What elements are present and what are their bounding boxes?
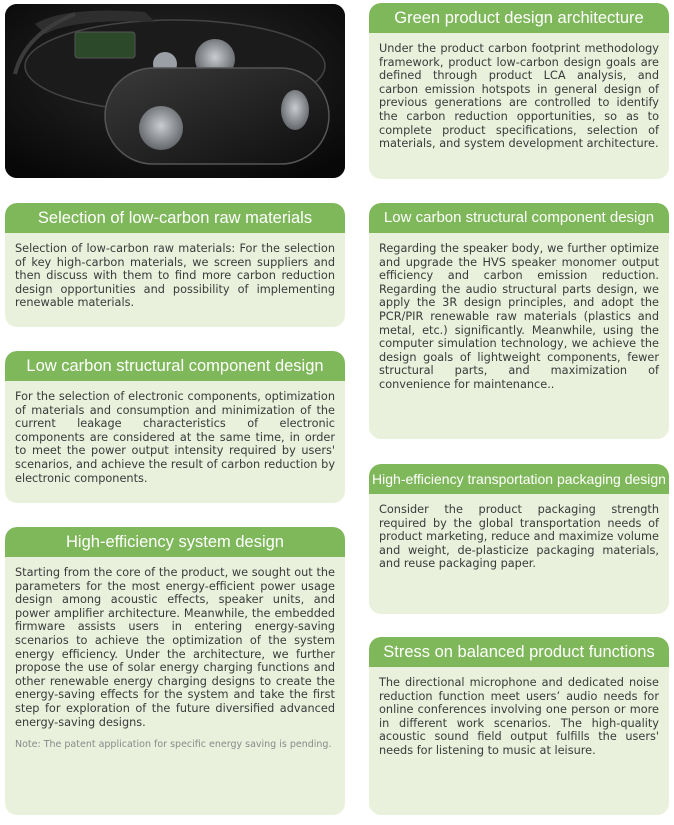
card-body: Consider the product packaging strength required by the global transportation needs of product marketing, reduce and maximize volume and weight, de-plasticize packaging materials, and reuse packaging paper. (379, 503, 659, 571)
card-body: For the selection of electronic components, optimization of materials and consumption and minimization of the current leakage characteristics of electronic components are considered at the same time, in order to meet the power output intensity required by users' scenarios, and achieve the result of carbon reduction by electronic components. (15, 390, 335, 485)
card-title: High-efficiency transportation packaging design (369, 464, 669, 494)
card-raw-materials (5, 203, 345, 327)
card-body: The directional microphone and dedicated noise reduction function meet users’ audio needs for online conferences involving one person or more in different work scenarios. The high-quality acoustic sound field output fulfills the users' needs for listening to music at leisure. (379, 676, 659, 757)
card-title: Low carbon structural component design (5, 351, 345, 381)
card-title: Green product design architecture (369, 3, 669, 33)
product-photo (5, 4, 345, 178)
card-body: Starting from the core of the product, we sought out the parameters for the most energy-efficient power usage design among acoustic effects, speaker units, and power amplifier architecture. Meanwhile, the embedded firmware assists users in entering energy-saving scenarios to achieve the optimization of the system energy efficiency. Under the architecture, we further propose the use of solar energy charging functions and other renewable energy charging designs to create the energy-saving effects for the system and take the first step for exploration of the future diversified advanced energy-saving designs. (15, 566, 335, 729)
card-structural-left (5, 351, 345, 503)
card-balanced-functions (369, 637, 669, 815)
card-structural-right (369, 203, 669, 439)
card-body: Selection of low-carbon raw materials: For the selection of key high-carbon materials, we screen suppliers and then discuss with them to find more carbon reduction design opportunities and possibility of implementing renewable materials. (15, 242, 335, 310)
card-title: Stress on balanced product functions (369, 637, 669, 667)
speaker-illustration (5, 4, 345, 178)
card-note: Note: The patent application for specific energy saving is pending. (15, 739, 332, 751)
card-green-architecture (369, 3, 669, 179)
card-body: Under the product carbon footprint methodology framework, product low-carbon design goals are defined through product LCA analysis, and carbon emission hotspots in general design of previous generations are controlled to identify the carbon reduction opportunities, so as to complete product specifications, selection of materials, and system development architecture. (379, 42, 659, 151)
card-system-design (5, 527, 345, 815)
card-title: Selection of low-carbon raw materials (5, 203, 345, 233)
card-transport-packaging (369, 464, 669, 614)
card-title: Low carbon structural component design (369, 203, 669, 233)
card-title: High-efficiency system design (5, 527, 345, 557)
card-body: Regarding the speaker body, we further optimize and upgrade the HVS speaker monomer output efficiency and carbon emission reduction. Regarding the audio structural parts design, we apply the 3R design principles, and adopt the PCR/PIR renewable raw materials (plastics and metal, etc.) significantly. Meanwhile, using the computer simulation technology, we achieve the design goals of lightweight components, fewer structural parts, and maximization of convenience for maintenance.. (379, 242, 659, 391)
